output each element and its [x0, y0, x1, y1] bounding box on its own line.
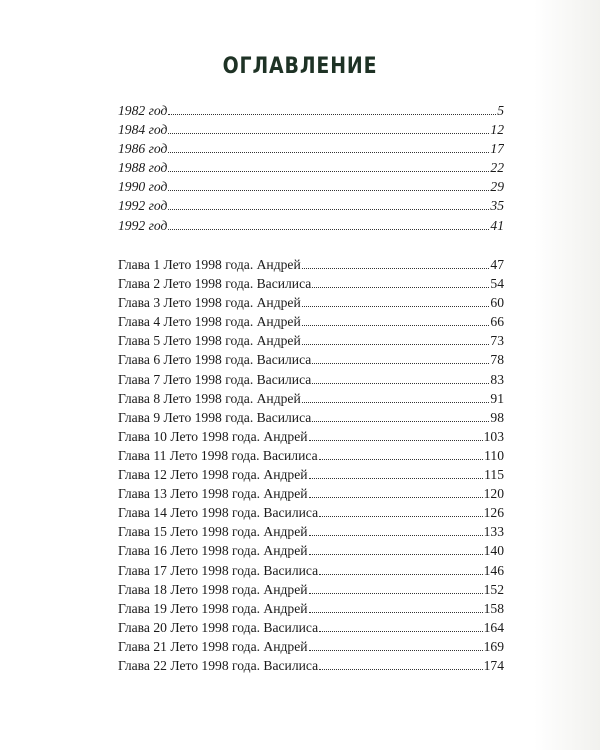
toc-entry-label: Глава 3 Лето 1998 года. Андрей: [118, 295, 301, 311]
dot-leader: [302, 268, 490, 269]
toc-entry-label: Глава 10 Лето 1998 года. Андрей: [118, 428, 308, 444]
toc-entry-page: 98: [490, 409, 504, 425]
dot-leader: [168, 190, 489, 191]
dot-leader: [309, 497, 483, 498]
dot-leader: [319, 669, 483, 670]
toc-entry-label: 1986 год: [118, 141, 168, 157]
dot-leader: [312, 421, 489, 422]
dot-leader: [309, 535, 483, 536]
toc-entry-page: 5: [497, 103, 504, 118]
toc-entry[interactable]: [118, 101, 504, 120]
toc-entry-label: 1984 год: [118, 122, 168, 138]
toc-entry-page: 110: [484, 447, 504, 463]
toc-entry-label: Глава 16 Лето 1998 года. Андрей: [118, 543, 308, 559]
toc-entry-label: Глава 11 Лето 1998 года. Василиса: [118, 447, 318, 463]
dot-leader: [309, 612, 483, 613]
toc-entry-page: 158: [483, 600, 504, 616]
toc-entry[interactable]: [118, 312, 504, 331]
toc-entry[interactable]: [118, 408, 504, 427]
toc-entry[interactable]: [118, 255, 504, 274]
toc-entry-label: Глава 7 Лето 1998 года. Василиса: [118, 371, 312, 387]
toc-entry-page: 12: [490, 122, 504, 138]
toc-entry-label: 1988 год: [118, 160, 168, 176]
toc-years-list: [118, 101, 504, 235]
dot-leader: [168, 152, 489, 153]
toc-entry-page: 66: [490, 314, 504, 330]
toc-entry-page: 169: [483, 638, 504, 654]
toc-entry-page: 60: [490, 295, 504, 311]
toc-entry-page: 126: [483, 505, 504, 521]
toc-entry-label: 1982 год: [118, 103, 168, 118]
toc-entry-page: 41: [490, 217, 504, 233]
toc-entry[interactable]: [118, 561, 504, 580]
toc-entry-page: 146: [483, 562, 504, 578]
toc-entry[interactable]: [118, 522, 504, 541]
toc-entry-label: Глава 9 Лето 1998 года. Василиса: [118, 409, 312, 425]
toc-entry-label: 1992 год: [118, 217, 168, 233]
toc-entry[interactable]: [118, 370, 504, 389]
page-title: ОГЛАВЛЕНИЕ: [222, 54, 378, 79]
toc-entry[interactable]: [118, 120, 504, 139]
dot-leader: [168, 171, 489, 172]
toc-entry[interactable]: [118, 503, 504, 522]
toc-entry-page: 164: [483, 619, 504, 635]
toc-entry-label: Глава 20 Лето 1998 года. Василиса: [118, 619, 319, 635]
dot-leader: [309, 478, 484, 479]
dot-leader: [302, 306, 490, 307]
toc-entry-label: Глава 2 Лето 1998 года. Василиса: [118, 276, 312, 292]
toc-entry-label: Глава 8 Лето 1998 года. Андрей: [118, 390, 301, 406]
toc-entry-page: 152: [483, 581, 504, 597]
toc-entry[interactable]: [118, 427, 504, 446]
dot-leader: [168, 114, 496, 115]
toc-entry[interactable]: [118, 196, 504, 215]
toc-entry-label: Глава 6 Лето 1998 года. Василиса: [118, 352, 312, 368]
toc-entry-label: Глава 13 Лето 1998 года. Андрей: [118, 486, 308, 502]
toc-entry-page: 22: [490, 160, 504, 176]
toc-entry[interactable]: [118, 139, 504, 158]
toc-entry-label: Глава 12 Лето 1998 года. Андрей: [118, 467, 308, 483]
toc-entry[interactable]: [118, 541, 504, 560]
toc-entry[interactable]: [118, 580, 504, 599]
toc-entry-label: Глава 14 Лето 1998 года. Василиса: [118, 505, 319, 521]
dot-leader: [168, 229, 489, 230]
toc-entry[interactable]: [118, 446, 504, 465]
toc-entry[interactable]: [118, 656, 504, 675]
toc-entry-page: 78: [490, 352, 504, 368]
toc-entry-label: 1992 год: [118, 198, 168, 214]
toc-entry-label: Глава 19 Лето 1998 года. Андрей: [118, 600, 308, 616]
toc-entry[interactable]: [118, 484, 504, 503]
toc-entry[interactable]: [118, 599, 504, 618]
toc-entry[interactable]: [118, 177, 504, 196]
dot-leader: [319, 574, 483, 575]
dot-leader: [312, 383, 489, 384]
dot-leader: [302, 325, 490, 326]
dot-leader: [302, 344, 490, 345]
toc-entry[interactable]: [118, 618, 504, 637]
toc-entry-page: 133: [483, 524, 504, 540]
toc-entry-label: Глава 5 Лето 1998 года. Андрей: [118, 333, 301, 349]
toc-entry-label: Глава 15 Лето 1998 года. Андрей: [118, 524, 308, 540]
toc-entry-page: 91: [490, 390, 504, 406]
toc-entry-page: 54: [490, 276, 504, 292]
toc-entry-page: 83: [490, 371, 504, 387]
dot-leader: [319, 631, 483, 632]
dot-leader: [312, 363, 489, 364]
toc-entry-page: 115: [484, 467, 504, 483]
toc-entry-label: Глава 18 Лето 1998 года. Андрей: [118, 581, 308, 597]
toc-entry-page: 29: [490, 179, 504, 195]
dot-leader: [168, 133, 489, 134]
dot-leader: [309, 440, 483, 441]
dot-leader: [309, 650, 483, 651]
toc-entry[interactable]: [118, 389, 504, 408]
toc-entry-page: 17: [490, 141, 504, 157]
dot-leader: [312, 287, 489, 288]
toc-entry[interactable]: [118, 158, 504, 177]
toc-entry-label: Глава 4 Лето 1998 года. Андрей: [118, 314, 301, 330]
dot-leader: [309, 554, 483, 555]
toc-entry-label: 1990 год: [118, 179, 168, 195]
toc-entry-label: Глава 22 Лето 1998 года. Василиса: [118, 657, 319, 673]
toc-entry[interactable]: [118, 216, 504, 235]
toc-entry[interactable]: [118, 331, 504, 350]
toc-chapters-list: [118, 255, 504, 675]
toc-entry-page: 103: [483, 428, 504, 444]
toc-entry-page: 35: [490, 198, 504, 214]
dot-leader: [309, 593, 483, 594]
toc-entry-label: Глава 17 Лето 1998 года. Василиса: [118, 562, 319, 578]
toc-entry[interactable]: [118, 465, 504, 484]
toc-entry-page: 174: [483, 657, 504, 673]
toc-entry[interactable]: [118, 637, 504, 656]
toc-entry[interactable]: [118, 350, 504, 369]
toc-entry-page: 73: [490, 333, 504, 349]
dot-leader: [302, 402, 490, 403]
toc-entry-page: 140: [483, 543, 504, 559]
toc-entry-page: 120: [483, 486, 504, 502]
page-edge-shadow: [534, 0, 600, 750]
dot-leader: [168, 209, 489, 210]
dot-leader: [319, 516, 483, 517]
toc-entry-label: Глава 21 Лето 1998 года. Андрей: [118, 638, 308, 654]
toc-entry[interactable]: [118, 274, 504, 293]
toc-entry-label: Глава 1 Лето 1998 года. Андрей: [118, 257, 301, 272]
toc-entry[interactable]: [118, 293, 504, 312]
toc-entry-page: 47: [490, 257, 504, 272]
dot-leader: [319, 459, 484, 460]
